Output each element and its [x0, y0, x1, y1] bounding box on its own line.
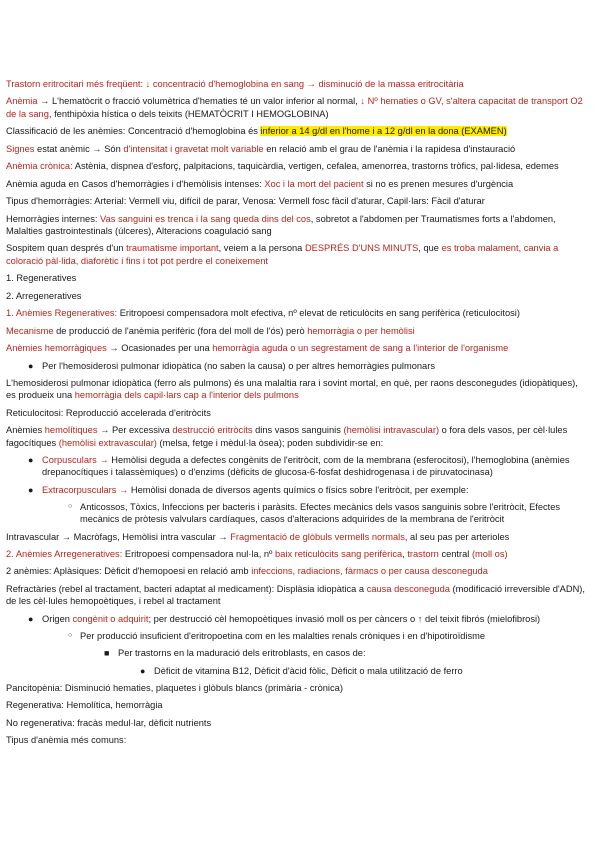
text-run: , al seu pas per arterioles	[404, 531, 510, 542]
emphasis-text: DESPRÉS D'UNS MINUTS	[304, 243, 419, 254]
emphasis-text: infeccions, radiacions, fàrmacs o per causa desconeguda	[251, 566, 488, 577]
list-item	[6, 272, 588, 284]
text-run: Refractàries (rebel al tractament, bacteri adaptat al medicament): Displàsia idiopàtica a	[6, 583, 367, 594]
bullet-filled-icon: ●	[28, 360, 34, 371]
emphasis-text: Extracorpusculars →	[42, 484, 129, 495]
emphasis-text: 2. Anèmies Arregeneratives:	[6, 548, 123, 559]
text-run: Per producció insuficient d'eritropoetina com en les malalties renals cròniques i en d'hipotiroïdisme	[80, 631, 486, 642]
text-run: , veiem a la persona	[218, 243, 305, 254]
emphasis-text: destrucció eritròcits	[172, 425, 253, 436]
text-run: Reticulocitosi: Reproducció accelerada d'eritròcits	[6, 407, 211, 418]
emphasis-text: (moll os)	[471, 548, 508, 559]
bullet-filled-icon: ●	[28, 484, 34, 495]
text-run: Anticossos, Tòxics, Infeccions per bacteris i paràsits. Efectes mecànics dels vasos sanguinis sobre l'eritròcit, Efectes mecànics de pròtesis valvulars cardíaques, casos d'alteracions adquirides de la membrana de l'eritròcit	[80, 501, 561, 525]
text-run: → Ocasionades per una	[106, 343, 213, 354]
bullet-filled-icon: ●	[28, 455, 34, 466]
list-item	[6, 290, 588, 302]
text-run: Per l'hemosiderosi pulmonar idiopàtica (no saben la causa) o per altres hemorràgies pulmonars	[42, 360, 435, 371]
emphasis-text: hemolítiques	[44, 425, 98, 436]
emphasis-text: congènit o adquirit	[72, 613, 149, 624]
paragraph	[6, 342, 588, 354]
text-run: Per trastorns en la maduració dels eritroblasts, en casos de:	[118, 648, 366, 659]
text-run: (modificació irreversible d'ADN), de les cèl·lules hemopoètiques, i rebel al tractament	[6, 583, 585, 607]
text-run: 1. Regeneratives	[6, 273, 77, 284]
bullet-text	[80, 631, 485, 641]
text-run: Hemorràgies internes:	[6, 213, 101, 224]
text-run: → L'hematòcrit o fracció volumètrica d'hematies té un valor inferior al normal,	[37, 96, 361, 107]
emphasis-text: Anèmia	[6, 96, 38, 107]
emphasis-text: baix reticulòcits sang perifèrica	[275, 548, 403, 559]
text-run: de producció de l'anèmia perifèric (fora del moll de l'ós) però	[53, 325, 308, 336]
emphasis-text: Xoc i la mort del pacient	[264, 178, 364, 189]
paragraph	[6, 242, 588, 267]
bullet-square-icon: ■	[104, 648, 110, 659]
bullet-item	[6, 360, 588, 372]
emphasis-text: es troba malament, canvia a coloració pàl·lida, diaforètic i fins i tot pot perdre el coneixement	[6, 243, 559, 266]
paragraph	[6, 717, 588, 729]
text-run: Anèmia aguda en Casos d'hemorràgies i d'hemòlisis intenses:	[6, 178, 265, 189]
bullet-filled-icon: ●	[140, 665, 146, 676]
paragraph	[6, 734, 588, 746]
text-run: dins vasos sanguinis	[252, 425, 344, 436]
emphasis-text: hemorràgia o per hemòlisi	[307, 325, 415, 336]
text-run: Pancitopènia: Disminució hematies, plaquetes i glòbuls blancs (primària - crònica)	[6, 682, 343, 693]
bullet-item-nested	[6, 665, 588, 677]
text-run: (melsa, fetge i mèdul·la òsea); poden subdividir-se en:	[156, 437, 384, 448]
emphasis-text: causa desconeguda	[366, 583, 450, 594]
emphasis-text: traumatisme important	[126, 243, 219, 254]
bullet-item	[6, 484, 588, 496]
text-run: ; per destrucció cèl hemopoètiques invasió moll os per càncers o ↑ del teixit fibrós (mielofibrosi)	[148, 613, 541, 624]
bullet-text	[80, 502, 560, 524]
paragraph	[6, 143, 588, 155]
emphasis-text: Trastorn eritrocitari més freqüent: ↓ concentració d'hemoglobina en sang → disminució de la massa eritrocitària	[6, 79, 464, 89]
text-run: , fenthipòxia hística o dels teixits (HEMATÒCRIT I HEMOGLOBINA)	[48, 108, 329, 119]
text-run: en relació amb el grau de l'anèmia i la rapidesa d'instauració	[263, 143, 516, 154]
paragraph	[6, 699, 588, 711]
text-run: Hemòlisi donada de diversos agents químics o físics sobre l'eritròcit, per exemple:	[128, 484, 469, 495]
emphasis-text: Vas sanguini es trenca i la sang queda dins del cos	[100, 213, 311, 224]
text-run: Dèficit de vitamina B12, Dèficit d'àcid fòlic, Dèficit o mala utilització de ferro	[154, 665, 463, 676]
emphasis-text: hemorràgia dels capil·lars cap a l'interior dels pulmons	[74, 390, 299, 401]
paragraph	[6, 78, 588, 90]
emphasis-text: Signes	[6, 143, 35, 154]
text-run: → Per excessiva	[97, 425, 173, 436]
emphasis-text: (hemòlisi intravascular)	[343, 425, 440, 436]
paragraph	[6, 424, 588, 449]
text-run: No regenerativa: fracàs medul·lar, dèficit nutrients	[6, 717, 212, 728]
emphasis-text: Anèmies hemorràgiques	[6, 343, 107, 354]
emphasis-text: d'intensitat i gravetat molt variable	[123, 143, 264, 154]
paragraph	[6, 407, 588, 419]
bullet-item	[6, 454, 588, 479]
bullet-hollow-icon: ○	[68, 502, 73, 510]
bullet-text	[154, 666, 463, 676]
emphasis-text: (hemòlisi extravascular)	[58, 437, 157, 448]
paragraph	[6, 178, 588, 190]
paragraph	[6, 548, 588, 560]
text-run: , sobretot a l'abdomen per Traumatismes forts a l'abdomen, Malalties gastrointestinals (úlceres), Alteracions coagulació sang	[6, 213, 556, 236]
paragraph	[6, 195, 588, 207]
text-run: Regenerativa: Hemolítica, hemorràgia	[6, 700, 163, 711]
text-run: Tipus d'anèmia més comuns:	[6, 735, 127, 746]
text-run: Anèmies	[6, 425, 45, 436]
bullet-filled-icon: ●	[28, 613, 34, 624]
text-run: Origen	[42, 613, 73, 624]
emphasis-text: Fragmentació de glòbuls vermells normals	[230, 531, 405, 542]
highlighted-text: inferior a 14 g/dl en l'home i a 12 g/dl en la dona (EXAMEN)	[260, 126, 507, 137]
text-run: Tipus d'hemorràgies: Arterial: Vermell viu, difícil de parar, Venosa: Vermell fosc fàcil d'aturar, Capil·lars: Fàcil d'aturar	[6, 196, 485, 207]
emphasis-text: Corpusculars →	[42, 455, 109, 466]
paragraph	[6, 377, 588, 402]
text-run: Classificació de les anèmies: Concentració d'hemoglobina és	[6, 126, 261, 137]
text-run: estat anèmic → Són	[34, 143, 124, 154]
bullet-text	[42, 455, 570, 477]
emphasis-text: ↓ Nº hematies o GV, s'altera capacitat de transport O2 de la sang	[6, 96, 583, 119]
bullet-text	[118, 648, 366, 658]
bullet-text	[42, 614, 540, 624]
bullet-item-nested	[6, 630, 588, 642]
text-run: Astènia, dispnea d'esforç, palpitacions, taquicàrdia, vertigen, cefalea, amenorrea, trastorns tròfics, pal·lidesa, edemes	[72, 161, 559, 172]
paragraph	[6, 95, 588, 120]
paragraph	[6, 160, 588, 172]
text-run: L'hemosiderosi pulmonar idiopàtica (ferro als pulmons) és una malaltia rara i sovint mortal, en què, per raons desconegudes (idiopàtiques), es produeix una	[6, 377, 578, 401]
text-run: , que	[418, 243, 442, 254]
text-run: Intravascular → Macròfags, Hemòlisi intra vascular →	[6, 531, 231, 542]
bullet-text	[42, 485, 469, 495]
text-run: central	[438, 548, 472, 559]
text-run: Eritropoesi compensadora nul·la, nº	[122, 548, 276, 559]
emphasis-text: 1. Anèmies Regeneratives:	[6, 308, 118, 319]
bullet-item	[6, 613, 588, 625]
text-run: Hemòlisi deguda a defectes congènits de l'eritròcit, com de la membrana (esferocitosi), l'hemoglobina (anèmies drepanocítiques i talassèmiques) o d'enzims (dèficits de glucosa-6-fosfat deshidrogenasa i de piruvatocinasa)	[42, 455, 570, 478]
paragraph	[6, 682, 588, 694]
paragraph	[6, 307, 588, 319]
text-run: 2 anèmies: Aplàsiques: Dèficit d'hemopoesi en relació amb	[6, 566, 252, 577]
text-run: Eritropoesi compensadora molt efectiva, nº elevat de reticulòcits en sang perifèrica (reticulocitosi)	[117, 308, 520, 319]
text-run: ,	[402, 548, 408, 559]
paragraph	[6, 565, 588, 577]
bullet-hollow-icon: ○	[68, 632, 73, 640]
text-run: Sospitem quan després d'un	[6, 243, 127, 254]
bullet-item-nested	[6, 501, 588, 526]
paragraph	[6, 531, 588, 543]
bullet-item-nested	[6, 647, 588, 659]
emphasis-text: hemorràgia aguda o un segrestament de sang a l'interior de l'organisme	[212, 343, 509, 354]
text-run: o fora dels vasos, per cèl·lules fagocítiques	[6, 425, 568, 448]
paragraph	[6, 325, 588, 337]
bullet-text	[42, 361, 435, 371]
emphasis-text: Anèmia crònica:	[6, 161, 73, 172]
text-run: si no es prenen mesures d'urgència	[363, 178, 514, 189]
paragraph	[6, 125, 588, 137]
paragraph	[6, 213, 588, 238]
emphasis-text: Mecanisme	[6, 325, 54, 336]
emphasis-text: trastorn	[407, 548, 439, 559]
paragraph	[6, 583, 588, 608]
text-run: 2. Arregeneratives	[6, 290, 82, 301]
